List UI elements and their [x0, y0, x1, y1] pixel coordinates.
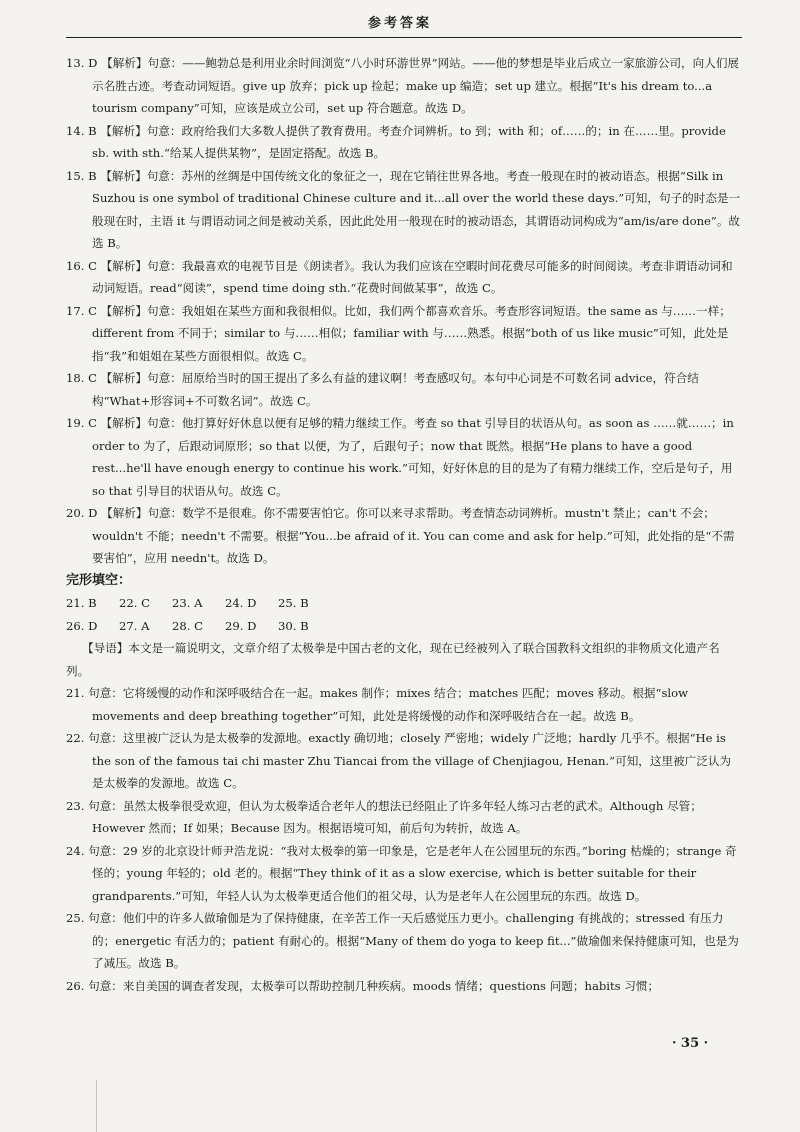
explanation-text: 22. 句意：这里被广泛认为是太极拳的发源地。exactly 确切地；closely 严密地；widely 广泛地；hardly 几乎不。根据“He is the son of the famous tai chi master Zhu Tiancai from the village of Chenjiagou, Henan.”可知，这里被广泛认为是太极拳的发源地。故选 C。	[66, 731, 732, 790]
explanation-text: 17. C 【解析】句意：我姐姐在某些方面和我很相似。比如，我们两个都喜欢音乐。考查形容词短语。the same as 与……一样；different from 不同于；similar to 与……相似；familiar with 与……熟悉。根据“both of us like music”可知，此处是指“我”和姐姐在某些方面很相似。故选 C。	[66, 303, 731, 363]
explanation-13	[66, 52, 742, 120]
answer-cell: 26. D	[66, 618, 98, 633]
cloze-section-title: 完形填空：	[66, 572, 132, 588]
explanation-20	[66, 502, 742, 570]
explanation-18	[66, 367, 742, 412]
explanation-text: 19. C 【解析】句意：他打算好好休息以便有足够的精力继续工作。考查 so that 引导目的状语从句。as soon as ……就……；in order to 为了，后跟动词原形；so that 以便，为了，后跟句子；now that 既然。根据“He plans to have a good rest...he'll have enough energy to continue his work.”可知，好好休息的目的是为了有精力继续工作，空后是句子，用 so that 引导目的状语从句。故选 C。	[66, 416, 734, 498]
page-number: · 35 ·	[672, 1036, 709, 1051]
header-divider	[66, 37, 742, 38]
cloze-explanation-26	[66, 975, 742, 998]
explanation-text: 23. 句意：虽然太极拳很受欢迎，但认为太极拳适合老年人的想法已经阻止了许多年轻人练习古老的武术。Although 尽管；However 然而；If 如果；Because 因为。根据语境可知，前后句为转折，故选 A。	[66, 798, 702, 835]
answer-content	[66, 52, 742, 997]
cloze-answer-key	[66, 592, 742, 637]
explanation-15	[66, 165, 742, 255]
answer-cell: 23. A	[172, 596, 203, 610]
explanation-text: 13. D 【解析】句意：——鲍勃总是利用业余时间浏览“八小时环游世界”网站。——他的梦想是毕业后成立一家旅游公司，向人们展示名胜古迹。考查动词短语。give up 放弃；pick up 捡起；make up 编造；set up 建立。根据“It's his dream to...a tourism company”可知，应该是成立公司，set up 符合题意。故选 D。	[66, 56, 740, 115]
explanation-text: 15. B 【解析】句意：苏州的丝绸是中国传统文化的象征之一，现在它销往世界各地。考查一般现在时的被动语态。根据“Silk in Suzhou is one symbol of traditional Chinese culture and it...all over the world these days.”可知，句子的时态是一般现在时，主语 it 与谓语动词之间是被动关系，因此此处用一般现在时的被动语态，其谓语动词构成为“am/is/are done”。故选 B。	[66, 168, 741, 250]
explanation-text: 21. 句意：它将缓慢的动作和深呼吸结合在一起。makes 制作；mixes 结合；matches 匹配；moves 移动。根据“slow movements and deep breathing together”可知，此处是将缓慢的动作和深呼吸结合在一起。故选 B。	[66, 686, 689, 723]
explanation-text: 26. 句意：来自美国的调查者发现，太极拳可以帮助控制几种疾病。moods 情绪；questions 问题；habits 习惯；	[66, 978, 660, 993]
explanation-14	[66, 120, 742, 165]
cloze-explanation-21	[66, 682, 742, 727]
answer-cell: 27. A	[119, 618, 150, 633]
answer-cell: 24. D	[225, 596, 257, 610]
cloze-explanation-23	[66, 795, 742, 840]
explanation-text: 18. C 【解析】句意：屈原给当时的国王提出了多么有益的建议啊！考查感叹句。本句中心词是不可数名词 advice，符合结构“What+形容词+不可数名词”。故选 C。	[66, 371, 699, 408]
answer-cell: 21. B	[66, 596, 97, 610]
explanation-text: 16. C 【解析】句意：我最喜欢的电视节目是《朗读者》。我认为我们应该在空暇时间花费尽可能多的时间阅读。考查非谓语动词和动词短语。read“阅读”，spend time doing sth.“花费时间做某事”，故选 C。	[66, 258, 733, 295]
answer-cell: 29. D	[225, 618, 257, 633]
explanation-text: 14. B 【解析】句意：政府给我们大多数人提供了教育费用。考查介词辨析。to 到；with 和；of……的；in 在……里。provide sb. with sth.“给某人提供某物”，是固定搭配。故选 B。	[66, 123, 726, 160]
explanation-text: 20. D 【解析】句意：数学不是很难。你不需要害怕它。你可以来寻求帮助。考查情态动词辨析。mustn't 禁止；can't 不会；wouldn't 不能；needn't 不需要。根据“You...be afraid of it. You can come and ask for help.”可知，此处指的是“不需要害怕”，应用 needn't。故选 D。	[66, 506, 735, 565]
cloze-explanation-22	[66, 727, 742, 795]
answer-cell: 22. C	[119, 596, 150, 610]
explanation-16	[66, 255, 742, 300]
header-title: 参考答案	[367, 16, 432, 31]
answer-cell: 25. B	[278, 596, 309, 610]
explanation-19	[66, 412, 742, 502]
margin-line	[96, 1080, 97, 1132]
answer-row	[66, 592, 742, 615]
cloze-explanation-25	[66, 907, 742, 975]
explanation-17	[66, 300, 742, 368]
explanation-text: 25. 句意：他们中的许多人做瑜伽是为了保持健康，在辛苦工作一天后感觉压力更小。challenging 有挑战的；stressed 有压力的；energetic 有活力的；patient 有耐心的。根据“Many of them do yoga to keep fit...”做瑜伽来保持健康可知，也是为了减压。故选 B。	[66, 911, 739, 970]
answer-cell: 28. C	[172, 618, 203, 633]
cloze-introduction: 【导语】本文是一篇说明文，文章介绍了太极拳是中国古老的文化，现在已经被列入了联合国教科文组织的非物质文化遗产名列。	[66, 641, 720, 678]
answer-cell: 30. B	[278, 618, 309, 633]
explanation-text: 24. 句意：29 岁的北京设计师尹浩龙说：“我对太极拳的第一印象是，它是老年人在公园里玩的东西。”boring 枯燥的；strange 奇怪的；young 年轻的；old 老的。根据“They think of it as a slow exercise, which is better suitable for their grandparents.”可知，年轻人认为太极拳更适合他们的祖父母，认为是老年人在公园里玩的东西。故选 D。	[66, 843, 737, 903]
answer-row	[66, 615, 742, 638]
cloze-explanation-24	[66, 840, 742, 908]
